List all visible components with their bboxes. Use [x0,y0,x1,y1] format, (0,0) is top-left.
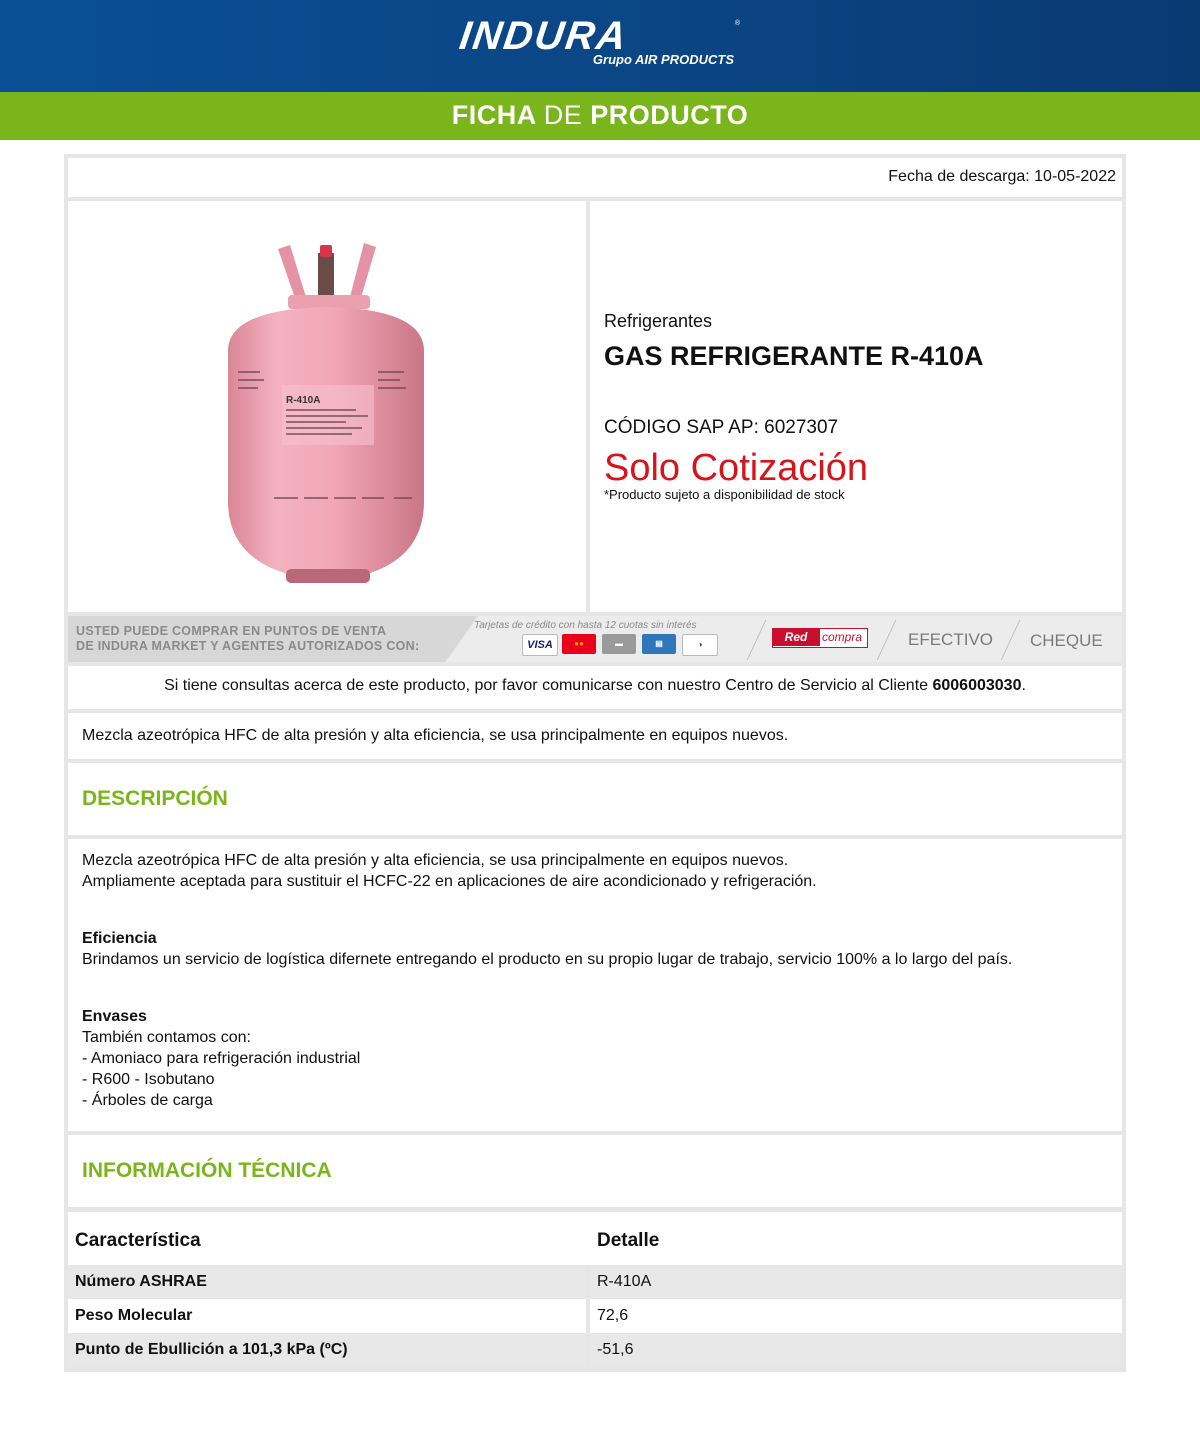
payment-methods-bar [68,616,1122,662]
row-value: 72,6 [597,1307,629,1324]
logo-wordmark: INDURA [456,14,631,58]
contact-row [68,666,1122,709]
product-image-cell [68,201,586,612]
indura-logo[interactable] [456,14,740,74]
download-date: Fecha de descarga: 10-05-2022 [888,168,1116,185]
redcompra-red: Red [772,628,820,646]
diners-icon: ◑ [682,634,718,656]
redcompra-logo [772,628,866,650]
payment-intro-line1: USTED PUEDE COMPRAR EN PUNTOS DE VENTA [76,624,387,638]
download-date-row [68,158,1122,197]
page-title [0,92,1200,140]
mastercard-icon: ●● [562,634,596,654]
cylinder-label: R-410A [286,395,321,406]
divider [747,620,767,660]
amex-icon: ▤ [642,634,676,654]
tech-heading: INFORMACIÓN TÉCNICA [82,1159,332,1182]
title-word-producto: PRODUCTO [590,100,749,130]
product-category[interactable]: Refrigerantes [604,311,713,331]
efficiency-title: Eficiencia [82,930,157,947]
table-row [68,1333,1122,1367]
row-label: Peso Molecular [75,1307,193,1324]
payment-check: CHEQUE [1030,631,1103,650]
divider [877,620,897,660]
containers-block [82,1006,360,1111]
divider [1001,620,1021,660]
product-info-cell [590,201,1122,612]
contact-phone[interactable]: 6006003030 [932,677,1022,694]
sap-code: CÓDIGO SAP AP: 6027307 [604,417,839,438]
table-row [68,1265,1122,1299]
visa-icon: VISA [522,634,558,656]
row-value: -51,6 [597,1341,634,1358]
summary-text: Mezcla azeotrópica HFC de alta presión y alta eficiencia, se usa principalmente en equipos nuevos. [82,727,789,744]
header-bar [0,0,1200,92]
registered-mark-icon: ® [734,20,740,27]
payment-intro-text [76,624,419,654]
cards-caption: Tarjetas de crédito con hasta 12 cuotas sin interés [474,620,697,631]
tech-header [68,1135,1122,1207]
payment-intro-line2: DE INDURA MARKET Y AGENTES AUTORIZADOS CON: [76,639,420,653]
efficiency-block [82,928,1012,970]
price-status: Solo Cotización [604,447,869,489]
containers-item: - R600 - Isobutano [82,1071,215,1088]
row-label: Número ASHRAE [75,1273,207,1290]
summary-row [68,713,1122,759]
description-para1: Mezcla azeotrópica HFC de alta presión y alta eficiencia, se usa principalmente en equipos nuevos. [82,852,789,869]
description-para2: Ampliamente aceptada para sustituir el HCFC-22 en aplicaciones de aire acondicionado y refrigeración. [82,873,817,890]
product-image [68,201,586,612]
payment-cash: EFECTIVO [908,630,994,649]
table-row [68,1299,1122,1333]
containers-item: - Árboles de carga [82,1092,213,1109]
product-name: GAS REFRIGERANTE R-410A [604,341,984,371]
contact-end: . [1021,677,1026,694]
column-header-detail: Detalle [597,1230,660,1251]
contact-message: Si tiene consultas acerca de este producto, por favor comunicarse con nuestro Centro de Servicio al Cliente [164,677,933,694]
tech-table [68,1212,1122,1367]
stock-note: *Producto sujeto a disponibilidad de stock [604,487,845,502]
description-body [68,839,1122,1131]
title-word-de: DE [543,100,583,130]
logo-subtitle: Grupo AIR PRODUCTS [592,52,734,67]
containers-title: Envases [82,1008,147,1025]
row-value: R-410A [597,1273,652,1290]
magna-icon: ▬ [602,634,636,654]
title-word-ficha: FICHA [451,100,536,130]
containers-item: - Amoniaco para refrigeración industrial [82,1050,361,1067]
row-label: Punto de Ebullición a 101,3 kPa (ºC) [75,1341,348,1358]
description-header [68,763,1122,835]
redcompra-text: compra [822,630,863,644]
containers-intro: También contamos con: [82,1029,251,1046]
column-header-characteristic: Característica [75,1230,201,1251]
description-heading: DESCRIPCIÓN [82,787,228,810]
contact-text [68,666,1122,695]
efficiency-text: Brindamos un servicio de logística difernete entregando el producto en su propio lugar de trabajo, servicio 100% a lo largo del país. [82,951,1013,968]
description-intro [82,850,817,892]
table-header-row [68,1212,1122,1265]
